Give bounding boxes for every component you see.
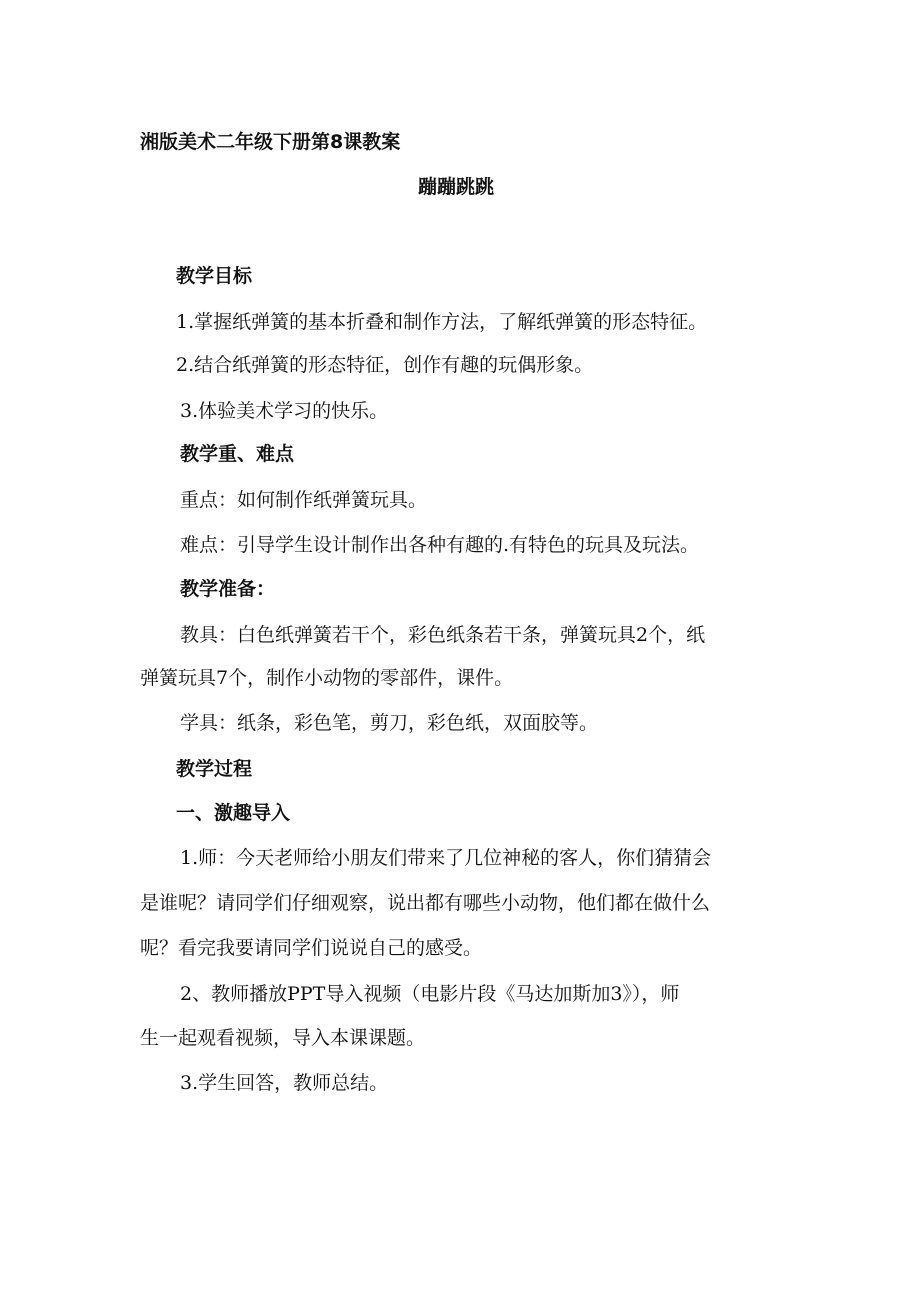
difficult-point-text: 难点：引导学生设计制作出各种有趣的.有特色的玩具及玩法。 [180, 534, 700, 556]
student-tools-text: 学具：纸条，彩色笔，剪刀，彩色纸，双面胶等。 [180, 712, 599, 734]
step-3-text: 3.学生回答，教师总结。 [180, 1072, 389, 1094]
step-1-line-3: 呢？看完我要请同学们说说自己的感受。 [140, 937, 483, 959]
part-1-heading: 一、激趣导入 [176, 802, 291, 824]
lesson-subtitle: 蹦蹦跳跳 [418, 176, 495, 198]
goal-item-3: 3.体验美术学习的快乐。 [180, 400, 389, 422]
document-title: 湘版美术二年级下册第8课教案 [140, 131, 401, 153]
goal-item-1: 1.掌握纸弹簧的基本折叠和制作方法，了解纸弹簧的形态特征。 [176, 311, 708, 333]
step-2-line-2: 生一起观看视频，导入本课课题。 [140, 1027, 426, 1049]
key-point-text: 重点：如何制作纸弹簧玩具。 [180, 489, 428, 511]
step-1-line-2: 是谁呢？请同学们仔细观察，说出都有哪些小动物，他们都在做什么 [140, 892, 711, 914]
process-heading: 教学过程 [176, 758, 253, 780]
goal-item-2: 2.结合纸弹簧的形态特征，创作有趣的玩偶形象。 [176, 354, 594, 376]
step-1-line-1: 1.师：今天老师给小朋友们带来了几位神秘的客人，你们猜猜会 [180, 847, 712, 869]
key-points-heading: 教学重、难点 [180, 443, 295, 465]
goals-heading: 教学目标 [176, 265, 253, 287]
step-2-line-1: 2、教师播放PPT导入视频（电影片段《马达加斯加3》），师 [180, 983, 680, 1005]
preparation-heading: 教学准备： [180, 578, 276, 600]
teacher-tools-line-2: 弹簧玩具7个，制作小动物的零部件，课件。 [140, 667, 514, 689]
teacher-tools-line-1: 教具：白色纸弹簧若干个，彩色纸条若干条，弹簧玩具2个，纸 [180, 624, 706, 646]
